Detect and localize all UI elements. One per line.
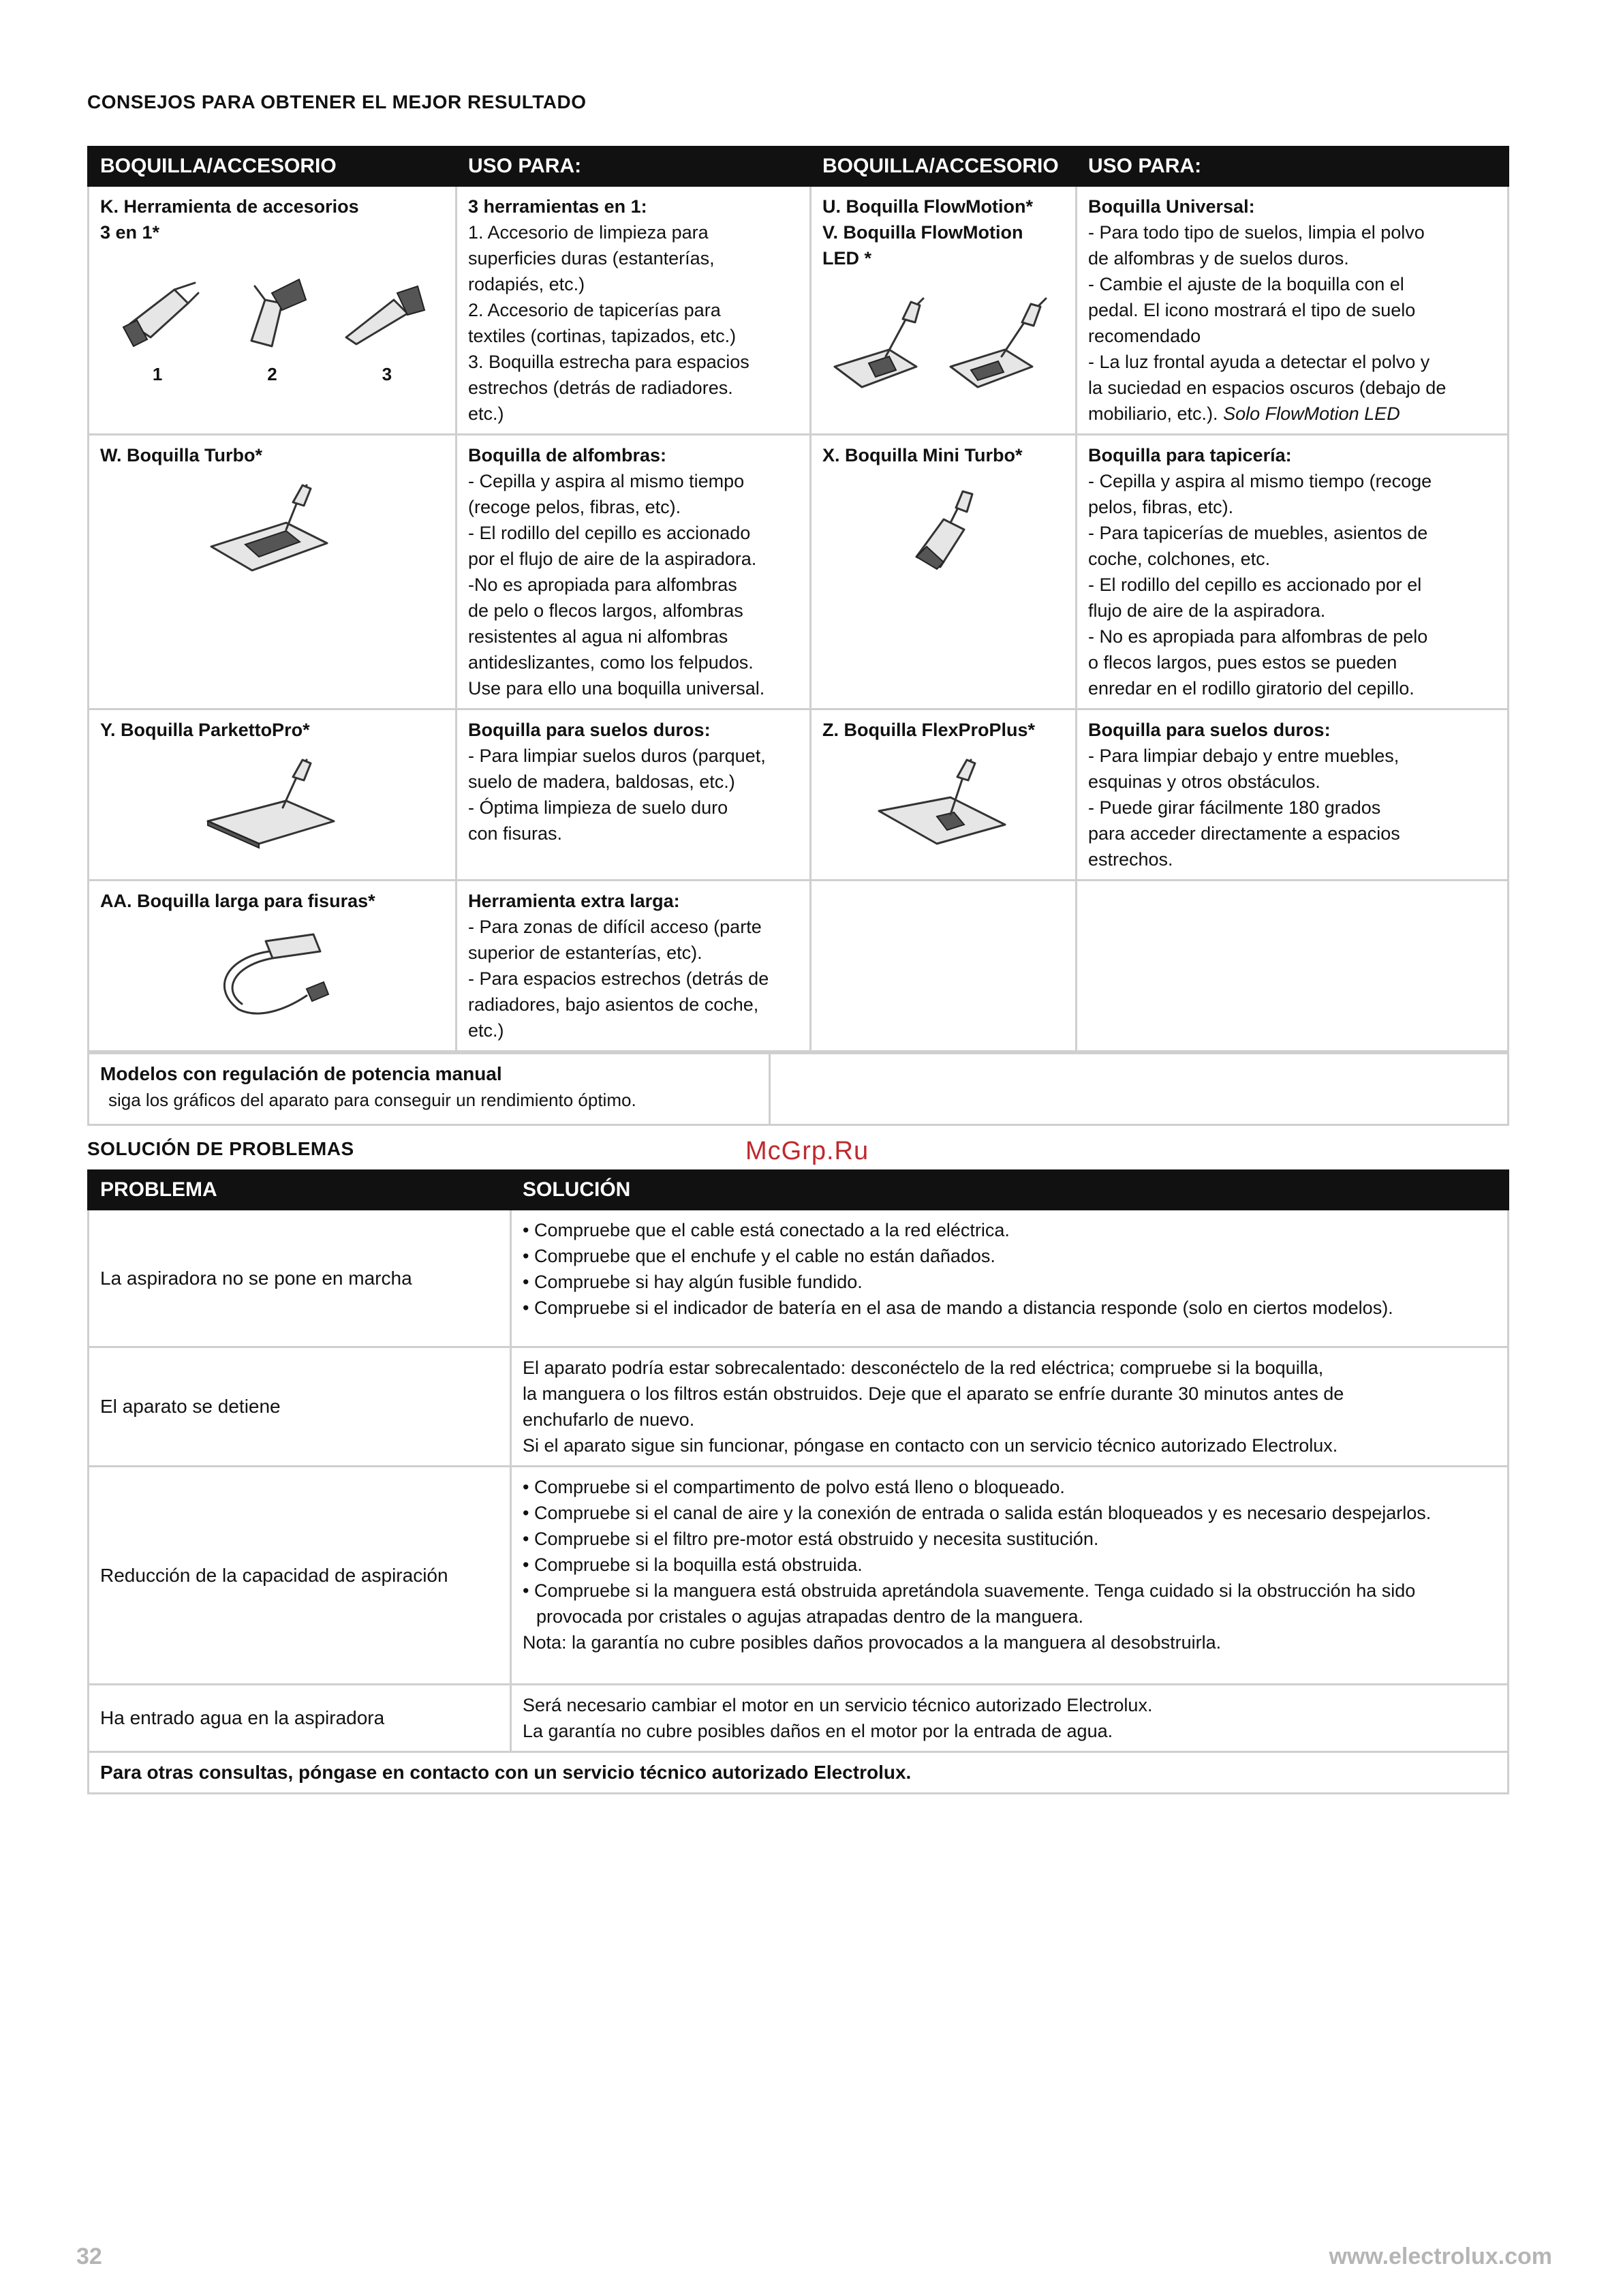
accessory-cell-x: X. Boquilla Mini Turbo* bbox=[811, 435, 1077, 709]
crevice-tool: 3 bbox=[339, 273, 435, 387]
power-regulation-note bbox=[89, 1054, 770, 1125]
troubleshooting-row bbox=[89, 1685, 1509, 1752]
troubleshooting-row bbox=[89, 1347, 1509, 1467]
accessory-cell-y: Y. Boquilla ParkettoPro* bbox=[89, 709, 457, 881]
accessory-cell-w: W. Boquilla Turbo* bbox=[89, 435, 457, 709]
accessories-table bbox=[87, 146, 1509, 1052]
header-accessory-2: BOQUILLA/ACCESORIO bbox=[811, 147, 1077, 186]
troubleshooting-title: SOLUCIÓN DE PROBLEMAS bbox=[87, 1138, 354, 1159]
troubleshooting-header-row bbox=[89, 1171, 1509, 1210]
troubleshooting-row bbox=[89, 1210, 1509, 1347]
power-regulation-box bbox=[87, 1052, 1509, 1126]
dusting-brush-icon bbox=[110, 273, 205, 354]
flowmotion-images bbox=[822, 292, 1064, 394]
problem-cell: Ha entrado agua en la aspiradora bbox=[89, 1685, 511, 1752]
watermark: McGrp.Ru bbox=[745, 1137, 869, 1165]
accessory-row bbox=[89, 709, 1509, 881]
accessory-row bbox=[89, 881, 1509, 1052]
accessory-use-y: Boquilla para suelos duros: - Para limpiar suelos duros (parquet, suelo de madera, baldosas, etc.) - Óptima limpieza de suelo duro con fisuras. bbox=[457, 709, 811, 881]
flowmotion-led-nozzle-icon bbox=[944, 292, 1060, 394]
empty-cell bbox=[1077, 881, 1509, 1052]
parkettopro-icon bbox=[198, 756, 347, 852]
accessory-use-aa: Herramienta extra larga: - Para zonas de difícil acceso (parte superior de estanterías, etc). - Para espacios estrechos (detrás de radiadores, bajo asientos de coche, etc.) bbox=[457, 881, 811, 1052]
solution-cell: • Compruebe si el compartimento de polvo está lleno o bloqueado. • Compruebe si el canal de aire y la conexión de entrada o salida están bloqueados y es necesario despejarlos. • Compruebe si el filtro pre-motor está obstruido y necesita sustitución. • Compruebe si la boquilla está obstruida. • Compruebe si la manguera está obstruida apretándola suavemente. Tenga cuidado si la obstrucción ha sido provocada por cristales o agujas atrapadas dentro de la manguera. Nota: la garantía no cubre posibles daños provocados a la manguera al desobstruirla. bbox=[511, 1467, 1509, 1685]
solution-cell: Será necesario cambiar el motor en un servicio técnico autorizado Electrolux. La garantía no cubre posibles daños en el motor por la entrada de agua. bbox=[511, 1685, 1509, 1752]
solution-cell: El aparato podría estar sobrecalentado: desconéctelo de la red eléctrica; compruebe si la boquilla, la manguera o los filtros están obstruidos. Deje que el aparato se enfríe durante 30 minutos antes de enchufarlo de nuevo. Si el aparato sigue sin funcionar, póngase en contacto con un servicio técnico autorizado Electrolux. bbox=[511, 1347, 1509, 1467]
long-crevice-tool-icon bbox=[198, 928, 347, 1023]
dusting-brush-tool: 1 bbox=[110, 273, 205, 387]
solution-cell: • Compruebe que el cable está conectado a la red eléctrica. • Compruebe que el enchufe y el cable no están dañados. • Compruebe si hay algún fusible fundido. • Compruebe si el indicador de batería en el asa de mando a distancia responde (solo en ciertos modelos). bbox=[511, 1210, 1509, 1347]
problem-cell: La aspiradora no se pone en marcha bbox=[89, 1210, 511, 1347]
upholstery-tool-icon bbox=[224, 273, 320, 354]
troubleshooting-table bbox=[87, 1169, 1509, 1794]
upholstery-tool: 2 bbox=[224, 273, 320, 387]
header-solution: SOLUCIÓN bbox=[511, 1171, 1509, 1210]
final-note: Para otras consultas, póngase en contacto con un servicio técnico autorizado Electrolux. bbox=[89, 1752, 1509, 1794]
turbo-nozzle-icon bbox=[198, 482, 347, 577]
power-title: Modelos con regulación de potencia manual bbox=[100, 1063, 502, 1084]
troubleshooting-final-row bbox=[89, 1752, 1509, 1794]
accessory-use-u-v: Boquilla Universal: - Para todo tipo de suelos, limpia el polvo de alfombras y de suelos duros. - Cambie el ajuste de la boquilla con el pedal. El icono mostrará el tipo de suelo recomendado - La luz frontal ayuda a detectar el polvo y la suciedad en espacios oscuros (debajo de mobiliario, etc.). Solo FlowMotion LED bbox=[1077, 186, 1509, 435]
accessory-use-k: 3 herramientas en 1: 1. Accesorio de limpieza para superficies duras (estanterías, rodapiés, etc.) 2. Accesorio de tapicerías para textiles (cortinas, tapizados, etc.) 3. Boquilla estrecha para espacios estrechos (detrás de radiadores. etc.) bbox=[457, 186, 811, 435]
accessory-cell-k bbox=[89, 186, 457, 435]
accessory-cell-aa: AA. Boquilla larga para fisuras* bbox=[89, 881, 457, 1052]
use-title: 3 herramientas en 1: bbox=[468, 196, 647, 217]
problem-cell: Reducción de la capacidad de aspiración bbox=[89, 1467, 511, 1685]
website-url: www.electrolux.com bbox=[1329, 2244, 1552, 2269]
accessory-use-w: Boquilla de alfombras: - Cepilla y aspira al mismo tiempo (recoge pelos, fibras, etc). - El rodillo del cepillo es accionado por el flujo de aire de la aspiradora. -No es apropiada para alfombras de pelo o flecos largos, alfombras resistentes al agua ni alfombras antideslizantes, como los felpudos. Use para ello una boquilla universal. bbox=[457, 435, 811, 709]
page-number: 32 bbox=[76, 2244, 102, 2269]
mini-turbo-icon bbox=[896, 482, 991, 577]
accessory-row bbox=[89, 186, 1509, 435]
header-use-1: USO PARA: bbox=[457, 147, 811, 186]
power-subtitle: siga los gráficos del aparato para conseguir un rendimiento óptimo. bbox=[108, 1090, 636, 1110]
troubleshooting-row bbox=[89, 1467, 1509, 1685]
tips-title: CONSEJOS PARA OBTENER EL MEJOR RESULTADO bbox=[87, 91, 587, 112]
crevice-tool-icon bbox=[339, 273, 435, 354]
header-problem: PROBLEMA bbox=[89, 1171, 511, 1210]
problem-cell: El aparato se detiene bbox=[89, 1347, 511, 1467]
tool-3in1-images bbox=[100, 273, 444, 387]
accessory-cell-z: Z. Boquilla FlexProPlus* bbox=[811, 709, 1077, 881]
header-accessory-1: BOQUILLA/ACCESORIO bbox=[89, 147, 457, 186]
accessory-cell-u-v: U. Boquilla FlowMotion* V. Boquilla FlowMotion LED * bbox=[811, 186, 1077, 435]
empty-cell bbox=[770, 1054, 1509, 1125]
flexproplus-icon bbox=[869, 756, 1019, 852]
flowmotion-nozzle-icon bbox=[828, 292, 944, 394]
accessory-row bbox=[89, 435, 1509, 709]
accessory-name: 3 en 1* bbox=[100, 222, 160, 243]
accessory-use-z: Boquilla para suelos duros: - Para limpiar debajo y entre muebles, esquinas y otros obstáculos. - Puede girar fácilmente 180 grados para acceder directamente a espacios estrechos. bbox=[1077, 709, 1509, 881]
accessories-header-row bbox=[89, 147, 1509, 186]
accessory-use-x: Boquilla para tapicería: - Cepilla y aspira al mismo tiempo (recoge pelos, fibras, etc). - Para tapicerías de muebles, asientos de coche, colchones, etc. - El rodillo del cepillo es accionado por el flujo de aire de la aspiradora. - No es apropiada para alfombras de pelo o flecos largos, pues estos se pueden enredar en el rodillo giratorio del cepillo. bbox=[1077, 435, 1509, 709]
header-use-2: USO PARA: bbox=[1077, 147, 1509, 186]
accessory-name: K. Herramienta de accesorios bbox=[100, 196, 359, 217]
empty-cell bbox=[811, 881, 1077, 1052]
